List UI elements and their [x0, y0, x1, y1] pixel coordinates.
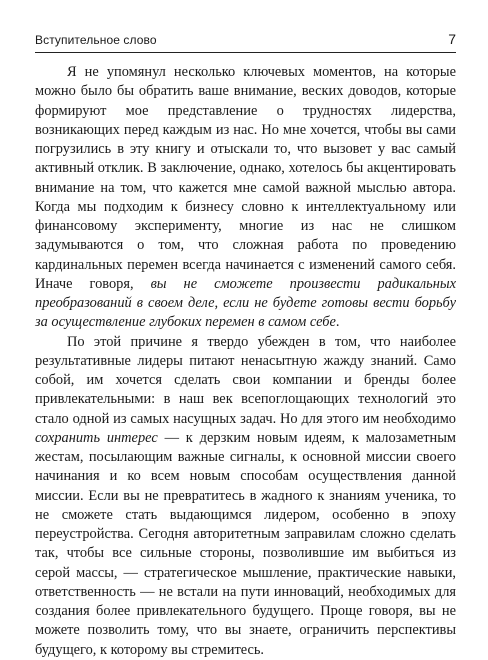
paragraph-2-end: — к дерзким новым идеям, к малозаметным жестам, посылающим важные сигналы, к основной миссии своего начинания и ко всем новым способам осуществления данной миссии. Если вы не превратитесь в жадного к знаниям ученика, то не сможете стать выдающимся лидером, особенно в эпоху переустройства. Сегодня авторитетным заправилам сложно сделать так, чтобы все сильные стороны, позволившие им выбиться из серой массы, — стратегическое мышление, практические навыки, ответственность — не встали на пути инноваций, необходимых для создания более привлекательного будущего. Проще говоря, вы не можете позволить тому, что вы знаете, ограничить перспективы будущего, к которому вы стремитесь.: [35, 429, 456, 658]
body-text: [35, 63, 456, 660]
section-title: Вступительное слово: [35, 33, 157, 47]
paragraph-2: [35, 333, 456, 660]
paragraph-1: [35, 63, 456, 333]
paragraph-1-end: .: [335, 314, 340, 331]
paragraph-2-emphasis: сохранить интерес: [35, 429, 158, 446]
running-header: [35, 32, 456, 53]
paragraph-1-emphasis: вы не сможете произвести радикальных преобразований в своем деле, если не будете готовы вести борьбу за осуществление глубоких перемен в самом себе: [35, 275, 456, 331]
paragraph-1-text: Я не упомянул несколько ключевых моментов, на которые можно было бы обратить ваше внимание, веских доводов, которые формируют мое представление о трудностях лидерства, возникающих перед каждым из нас. Но мне хочется, чтобы вы сами погрузились в эту книгу и отыскали то, что вызовет у вас самый активный отклик. В заключение, однако, хотелось бы акцентировать внимание на том, что кажется мне самой важной мыслью автора. Когда мы подходим к бизнесу словно к интеллектуальному или финансовому эксперименту, многие из нас не слишком задумываются о том, что сложная работа по проведению кардинальных перемен всегда начинается с изменений самого себя. Иначе говоря,: [35, 64, 456, 292]
paragraph-2-text: По этой причине я твердо убежден в том, что наиболее результативные лидеры питают ненасытную жажду знаний. Само собой, им хочется сделать свои компании и бренды более привлекательными: в наш век всепоглощающих технологий это стало одной из самых насущных задач. Но для этого им необходимо: [35, 333, 456, 427]
page-number: 7: [448, 31, 456, 47]
